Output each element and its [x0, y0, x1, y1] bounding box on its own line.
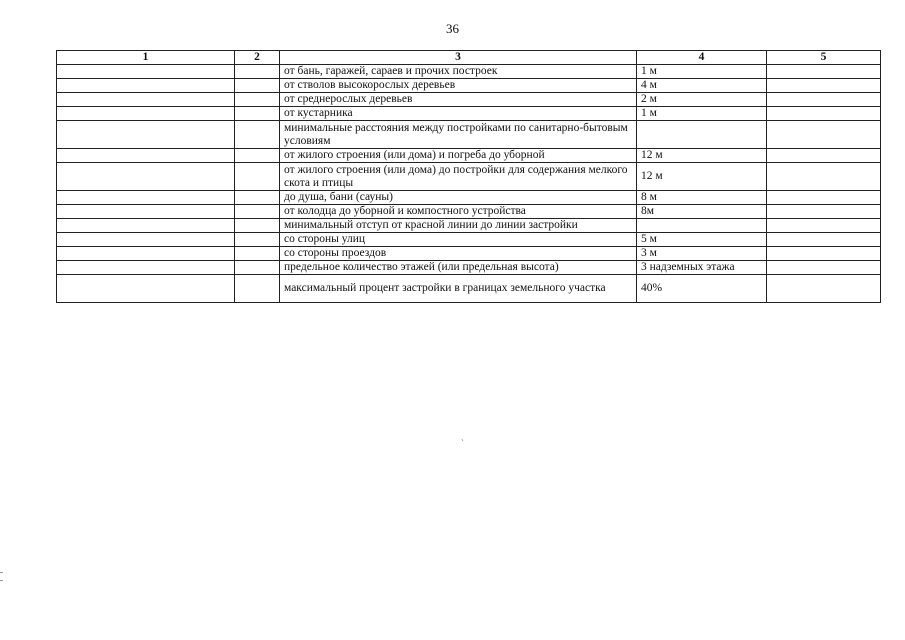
col5-cell [767, 93, 881, 107]
column-header: 4 [637, 51, 767, 65]
value-cell: 8м [637, 205, 767, 219]
col5-cell [767, 149, 881, 163]
column-header: 1 [57, 51, 235, 65]
col1-cell [57, 107, 235, 121]
col2-cell [235, 65, 280, 79]
value-cell: 40% [637, 275, 767, 303]
col1-cell [57, 233, 235, 247]
table-row [57, 219, 881, 233]
parameter-cell: со стороны улиц [280, 233, 637, 247]
col1-cell [57, 205, 235, 219]
table-row [57, 149, 881, 163]
col1-cell [57, 65, 235, 79]
table-row [57, 191, 881, 205]
col5-cell [767, 261, 881, 275]
col2-cell [235, 149, 280, 163]
parameter-cell: от бань, гаражей, сараев и прочих построек [280, 65, 637, 79]
col2-cell [235, 191, 280, 205]
value-cell: 1 м [637, 107, 767, 121]
table-row [57, 79, 881, 93]
col2-cell [235, 233, 280, 247]
value-cell: 3 надземных этажа [637, 261, 767, 275]
col2-cell [235, 247, 280, 261]
value-cell: 5 м [637, 233, 767, 247]
col5-cell [767, 247, 881, 261]
parameter-cell: максимальный процент застройки в границах земельного участка [280, 275, 637, 303]
col5-cell [767, 121, 881, 149]
scan-edge-mark [0, 580, 3, 581]
col2-cell [235, 205, 280, 219]
parameter-cell: от жилого строения (или дома) и погреба до уборной [280, 149, 637, 163]
parameter-cell: минимальные расстояния между постройками по санитарно-бытовым условиям [280, 121, 637, 149]
parameter-cell: со стороны проездов [280, 247, 637, 261]
parameter-cell: от колодца до уборной и компостного устройства [280, 205, 637, 219]
table-row [57, 121, 881, 149]
column-header: 3 [280, 51, 637, 65]
scan-speck: ˋ [461, 438, 464, 448]
col2-cell [235, 107, 280, 121]
value-cell [637, 219, 767, 233]
scan-edge-mark [0, 572, 3, 573]
col1-cell [57, 163, 235, 191]
col1-cell [57, 121, 235, 149]
table-row [57, 261, 881, 275]
col5-cell [767, 233, 881, 247]
col1-cell [57, 275, 235, 303]
col2-cell [235, 79, 280, 93]
parameter-cell: от стволов высокорослых деревьев [280, 79, 637, 93]
value-cell: 12 м [637, 163, 767, 191]
column-header: 5 [767, 51, 881, 65]
table-row [57, 107, 881, 121]
col2-cell [235, 121, 280, 149]
page-number: 36 [446, 21, 459, 36]
value-cell: 2 м [637, 93, 767, 107]
value-cell: 4 м [637, 79, 767, 93]
table-row [57, 275, 881, 303]
col2-cell [235, 261, 280, 275]
parameter-cell: до душа, бани (сауны) [280, 191, 637, 205]
value-cell: 1 м [637, 65, 767, 79]
table-row [57, 65, 881, 79]
col2-cell [235, 93, 280, 107]
col5-cell [767, 219, 881, 233]
table-row [57, 93, 881, 107]
parameter-cell: от среднерослых деревьев [280, 93, 637, 107]
table-row [57, 233, 881, 247]
col1-cell [57, 247, 235, 261]
column-header: 2 [235, 51, 280, 65]
col2-cell [235, 163, 280, 191]
col1-cell [57, 93, 235, 107]
col2-cell [235, 275, 280, 303]
col1-cell [57, 149, 235, 163]
col1-cell [57, 261, 235, 275]
value-cell: 8 м [637, 191, 767, 205]
col1-cell [57, 79, 235, 93]
col2-cell [235, 219, 280, 233]
col5-cell [767, 65, 881, 79]
col5-cell [767, 191, 881, 205]
col1-cell [57, 219, 235, 233]
col1-cell [57, 191, 235, 205]
col5-cell [767, 163, 881, 191]
table-row [57, 163, 881, 191]
parameter-cell: от кустарника [280, 107, 637, 121]
parameter-cell: минимальный отступ от красной линии до линии застройки [280, 219, 637, 233]
parameter-cell: предельное количество этажей (или предельная высота) [280, 261, 637, 275]
table-header-row [57, 51, 881, 65]
col5-cell [767, 107, 881, 121]
value-cell: 3 м [637, 247, 767, 261]
col5-cell [767, 205, 881, 219]
regulations-table [56, 50, 881, 303]
parameter-cell: от жилого строения (или дома) до постройки для содержания мелкого скота и птицы [280, 163, 637, 191]
table-row [57, 247, 881, 261]
col5-cell [767, 275, 881, 303]
value-cell [637, 121, 767, 149]
col5-cell [767, 79, 881, 93]
table-row [57, 205, 881, 219]
value-cell: 12 м [637, 149, 767, 163]
